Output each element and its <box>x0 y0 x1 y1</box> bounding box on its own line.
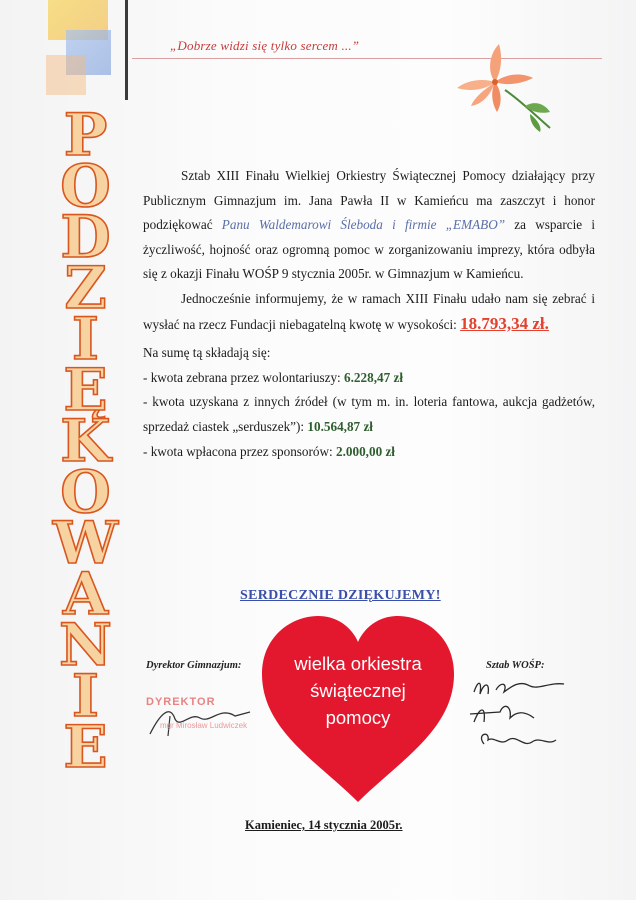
title-letter: O <box>60 152 111 220</box>
thanks-heading: SERDECZNIE DZIĘKUJEMY! <box>240 588 441 603</box>
title-letter: A <box>62 560 108 628</box>
item-value: 6.228,47 zł <box>344 369 404 385</box>
list-item <box>143 390 595 439</box>
title-letter: D <box>60 203 111 271</box>
paragraph-text: za wsparcie i życzliwość, hojność oraz ogromną pomoc w zorganizowaniu imprezy, która odbyła się z okazji Finału WOŚP 9 stycznia 2005r. w Gimnazjum w Kamieńcu. <box>143 217 595 282</box>
title-letter: I <box>71 305 100 373</box>
issue-date: Kamieniec, 14 stycznia 2005r. <box>245 818 403 832</box>
heart-line: wielka orkiestra <box>294 653 422 674</box>
total-amount: 18.793,34 zł. <box>460 313 549 333</box>
sum-intro: Na sumę tą składają się: <box>143 345 271 361</box>
decor-vertical-line <box>125 0 128 100</box>
paragraph-amount <box>143 287 595 337</box>
recipient-name: Panu Waldemarowi Śleboda i firmie „EMABO” <box>221 217 506 233</box>
item-label: - kwota uzyskana z innych źródeł (w tym m. in. loteria fantowa, aukcja gadżetów, sprzedaż ciastek „serduszek”): <box>143 394 595 434</box>
heart-line: świątecznej <box>310 680 406 701</box>
title-letter: I <box>71 662 100 730</box>
title-letter: K <box>60 407 111 475</box>
title-letter: Z <box>64 254 107 322</box>
title-letter: N <box>58 611 112 679</box>
item-value: 2.000,00 zł <box>336 443 395 459</box>
title-letter: O <box>60 458 111 526</box>
item-value: 10.564,87 zł <box>307 418 373 434</box>
title-letter: E <box>63 713 108 781</box>
heart-line: pomocy <box>325 707 391 728</box>
title-letter: P <box>63 101 108 169</box>
paragraph-text: Sztab XIII Finału Wielkiej Orkiestry Świątecznej Pomocy działający przy Publicznym Gimnazjum im. Jana Pawła II w Kamieńcu ma zaszczyt i honor podziękować <box>143 168 595 233</box>
sztab-signatures-icon <box>460 672 580 762</box>
item-label: - kwota wpłacona przez sponsorów: <box>143 443 336 459</box>
heart-logo-text <box>258 650 458 731</box>
vertical-title-podziekowanie <box>38 101 133 810</box>
stamp-title: DYREKTOR <box>146 696 216 708</box>
paragraph-thanks <box>143 164 595 287</box>
list-item <box>143 366 595 391</box>
motto: „Dobrze widzi się tylko sercem ...” <box>170 38 360 53</box>
paragraph-text: Jednocześnie informujemy, że w ramach XIII Finału udało nam się zebrać i wysłać na rzecz Fundacji niebagatelną kwotę w wysokości: <box>143 290 595 332</box>
title-letter: Ę <box>63 356 108 424</box>
certificate-body <box>143 164 595 464</box>
lily-flower-icon <box>450 40 560 135</box>
decor-square-orange <box>46 55 86 95</box>
list-item <box>143 440 595 465</box>
sztab-label: Sztab WOŚP: <box>486 660 545 671</box>
director-label: Dyrektor Gimnazjum: <box>146 660 242 671</box>
stamp-name: mgr Mirosław Ludwiczek <box>160 721 248 730</box>
title-letter: W <box>52 509 119 577</box>
item-label: - kwota zebrana przez wolontariuszy: <box>143 369 345 385</box>
